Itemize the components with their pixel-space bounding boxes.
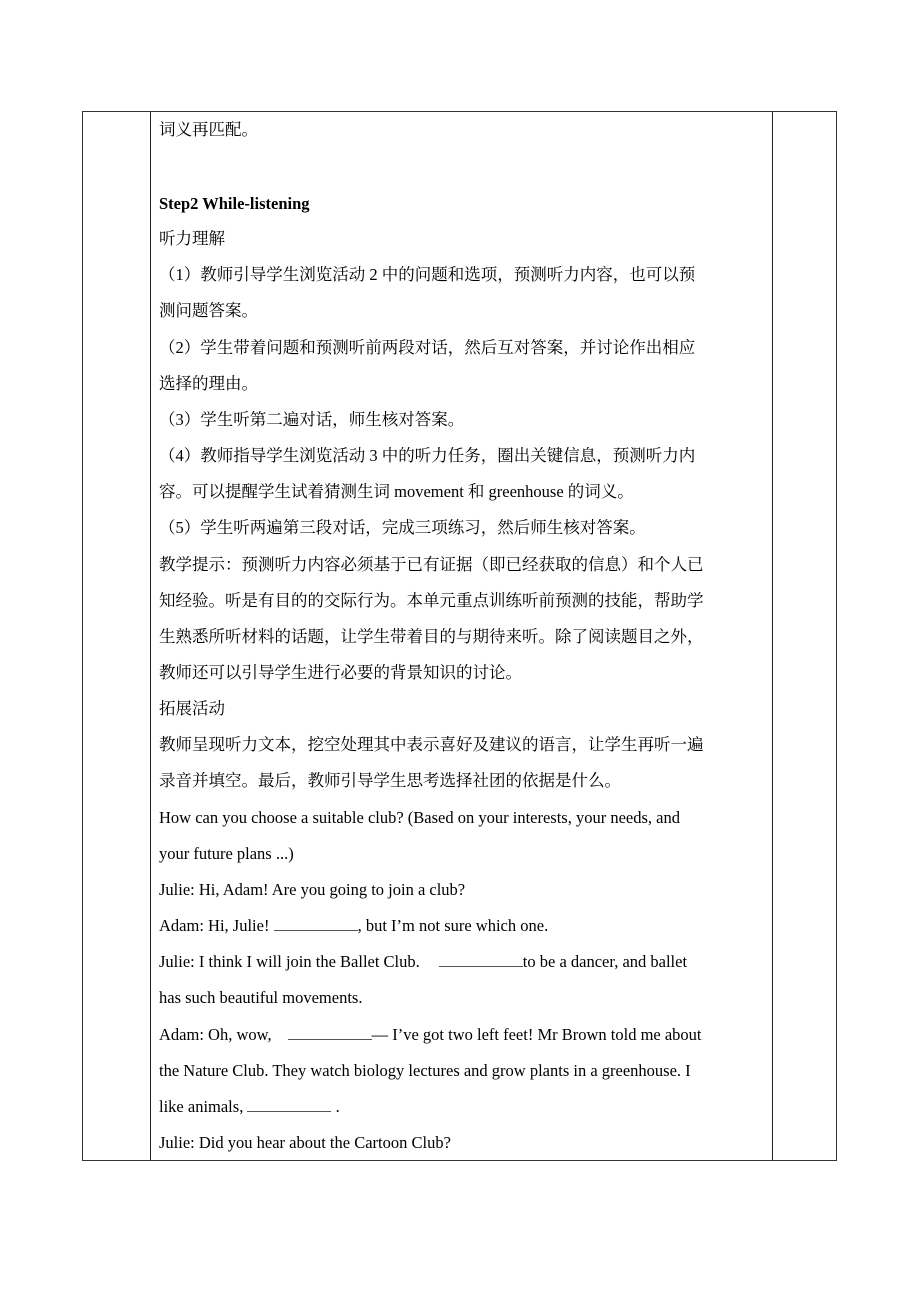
teaching-tip-line: 生熟悉所听材料的话题，让学生带着目的与期待来听。除了阅读题目之外， (159, 627, 704, 646)
question-line: How can you choose a suitable club? (Based on your interests, your needs, and (159, 808, 680, 827)
text-line: （4）教师指导学生浏览活动 3 中的听力任务，圈出关键信息，预测听力内 (159, 446, 696, 465)
dialogue-text: Adam: Oh, wow, (159, 1025, 272, 1044)
dialogue-text: Adam: Hi, Julie! (159, 916, 274, 935)
teaching-tip-line: 教师还可以引导学生进行必要的背景知识的讨论。 (159, 663, 522, 682)
text-line: （2）学生带着问题和预测听前两段对话，然后互对答案，并讨论作出相应 (159, 338, 696, 357)
fill-blank[interactable] (247, 1097, 331, 1112)
column-divider-right (772, 112, 773, 1160)
dialogue-text: like animals, (159, 1097, 248, 1116)
dialogue-line (159, 952, 687, 972)
dialogue-line (159, 916, 548, 936)
text-line: （3）学生听第二遍对话，师生核对答案。 (159, 410, 465, 429)
column-divider-left (150, 112, 151, 1160)
text-line: 词义再匹配。 (159, 120, 258, 139)
dialogue-text: to be a dancer, and ballet (522, 952, 688, 971)
dialogue-text: — I’ve got two left feet! Mr Brown told me about (371, 1025, 702, 1044)
step-heading: Step2 While-listening (159, 194, 310, 213)
question-line: your future plans ...) (159, 844, 294, 863)
teaching-tip-line: 教学提示：预测听力内容必须基于已有证据（即已经获取的信息）和个人已 (159, 555, 704, 574)
teaching-tip-line: 知经验。听是有目的的交际行为。本单元重点训练听前预测的技能，帮助学 (159, 591, 704, 610)
dialogue-line: Julie: Did you hear about the Cartoon Club? (159, 1133, 451, 1152)
dialogue-text: Julie: I think I will join the Ballet Club. (159, 952, 420, 971)
lesson-plan-table (82, 111, 837, 1161)
fill-blank[interactable] (288, 1025, 372, 1040)
dialogue-line (159, 1097, 340, 1117)
text-line: （1）教师引导学生浏览活动 2 中的问题和选项，预测听力内容，也可以预 (159, 265, 696, 284)
text-line: 容。可以提醒学生试着猜测生词 movement 和 greenhouse 的词义。 (159, 482, 634, 501)
text-line: 选择的理由。 (159, 374, 258, 393)
dialogue-line: Julie: Hi, Adam! Are you going to join a club? (159, 880, 466, 899)
dialogue-line: the Nature Club. They watch biology lectures and grow plants in a greenhouse. I (159, 1061, 691, 1080)
dialogue-text: . (331, 1097, 340, 1116)
fill-blank[interactable] (439, 952, 523, 967)
text-line: （5）学生听两遍第三段对话，完成三项练习，然后师生核对答案。 (159, 518, 646, 537)
fill-blank[interactable] (274, 916, 358, 931)
text-line: 录音并填空。最后，教师引导学生思考选择社团的依据是什么。 (159, 771, 621, 790)
section-heading-listening: 听力理解 (159, 229, 225, 248)
dialogue-line: has such beautiful movements. (159, 988, 363, 1007)
section-heading-extension: 拓展活动 (159, 699, 225, 718)
text-line: 教师呈现听力文本，挖空处理其中表示喜好及建议的语言，让学生再听一遍 (159, 735, 704, 754)
text-line: 测问题答案。 (159, 301, 258, 320)
dialogue-text: , but I’m not sure which one. (357, 916, 549, 935)
dialogue-line (159, 1025, 702, 1045)
